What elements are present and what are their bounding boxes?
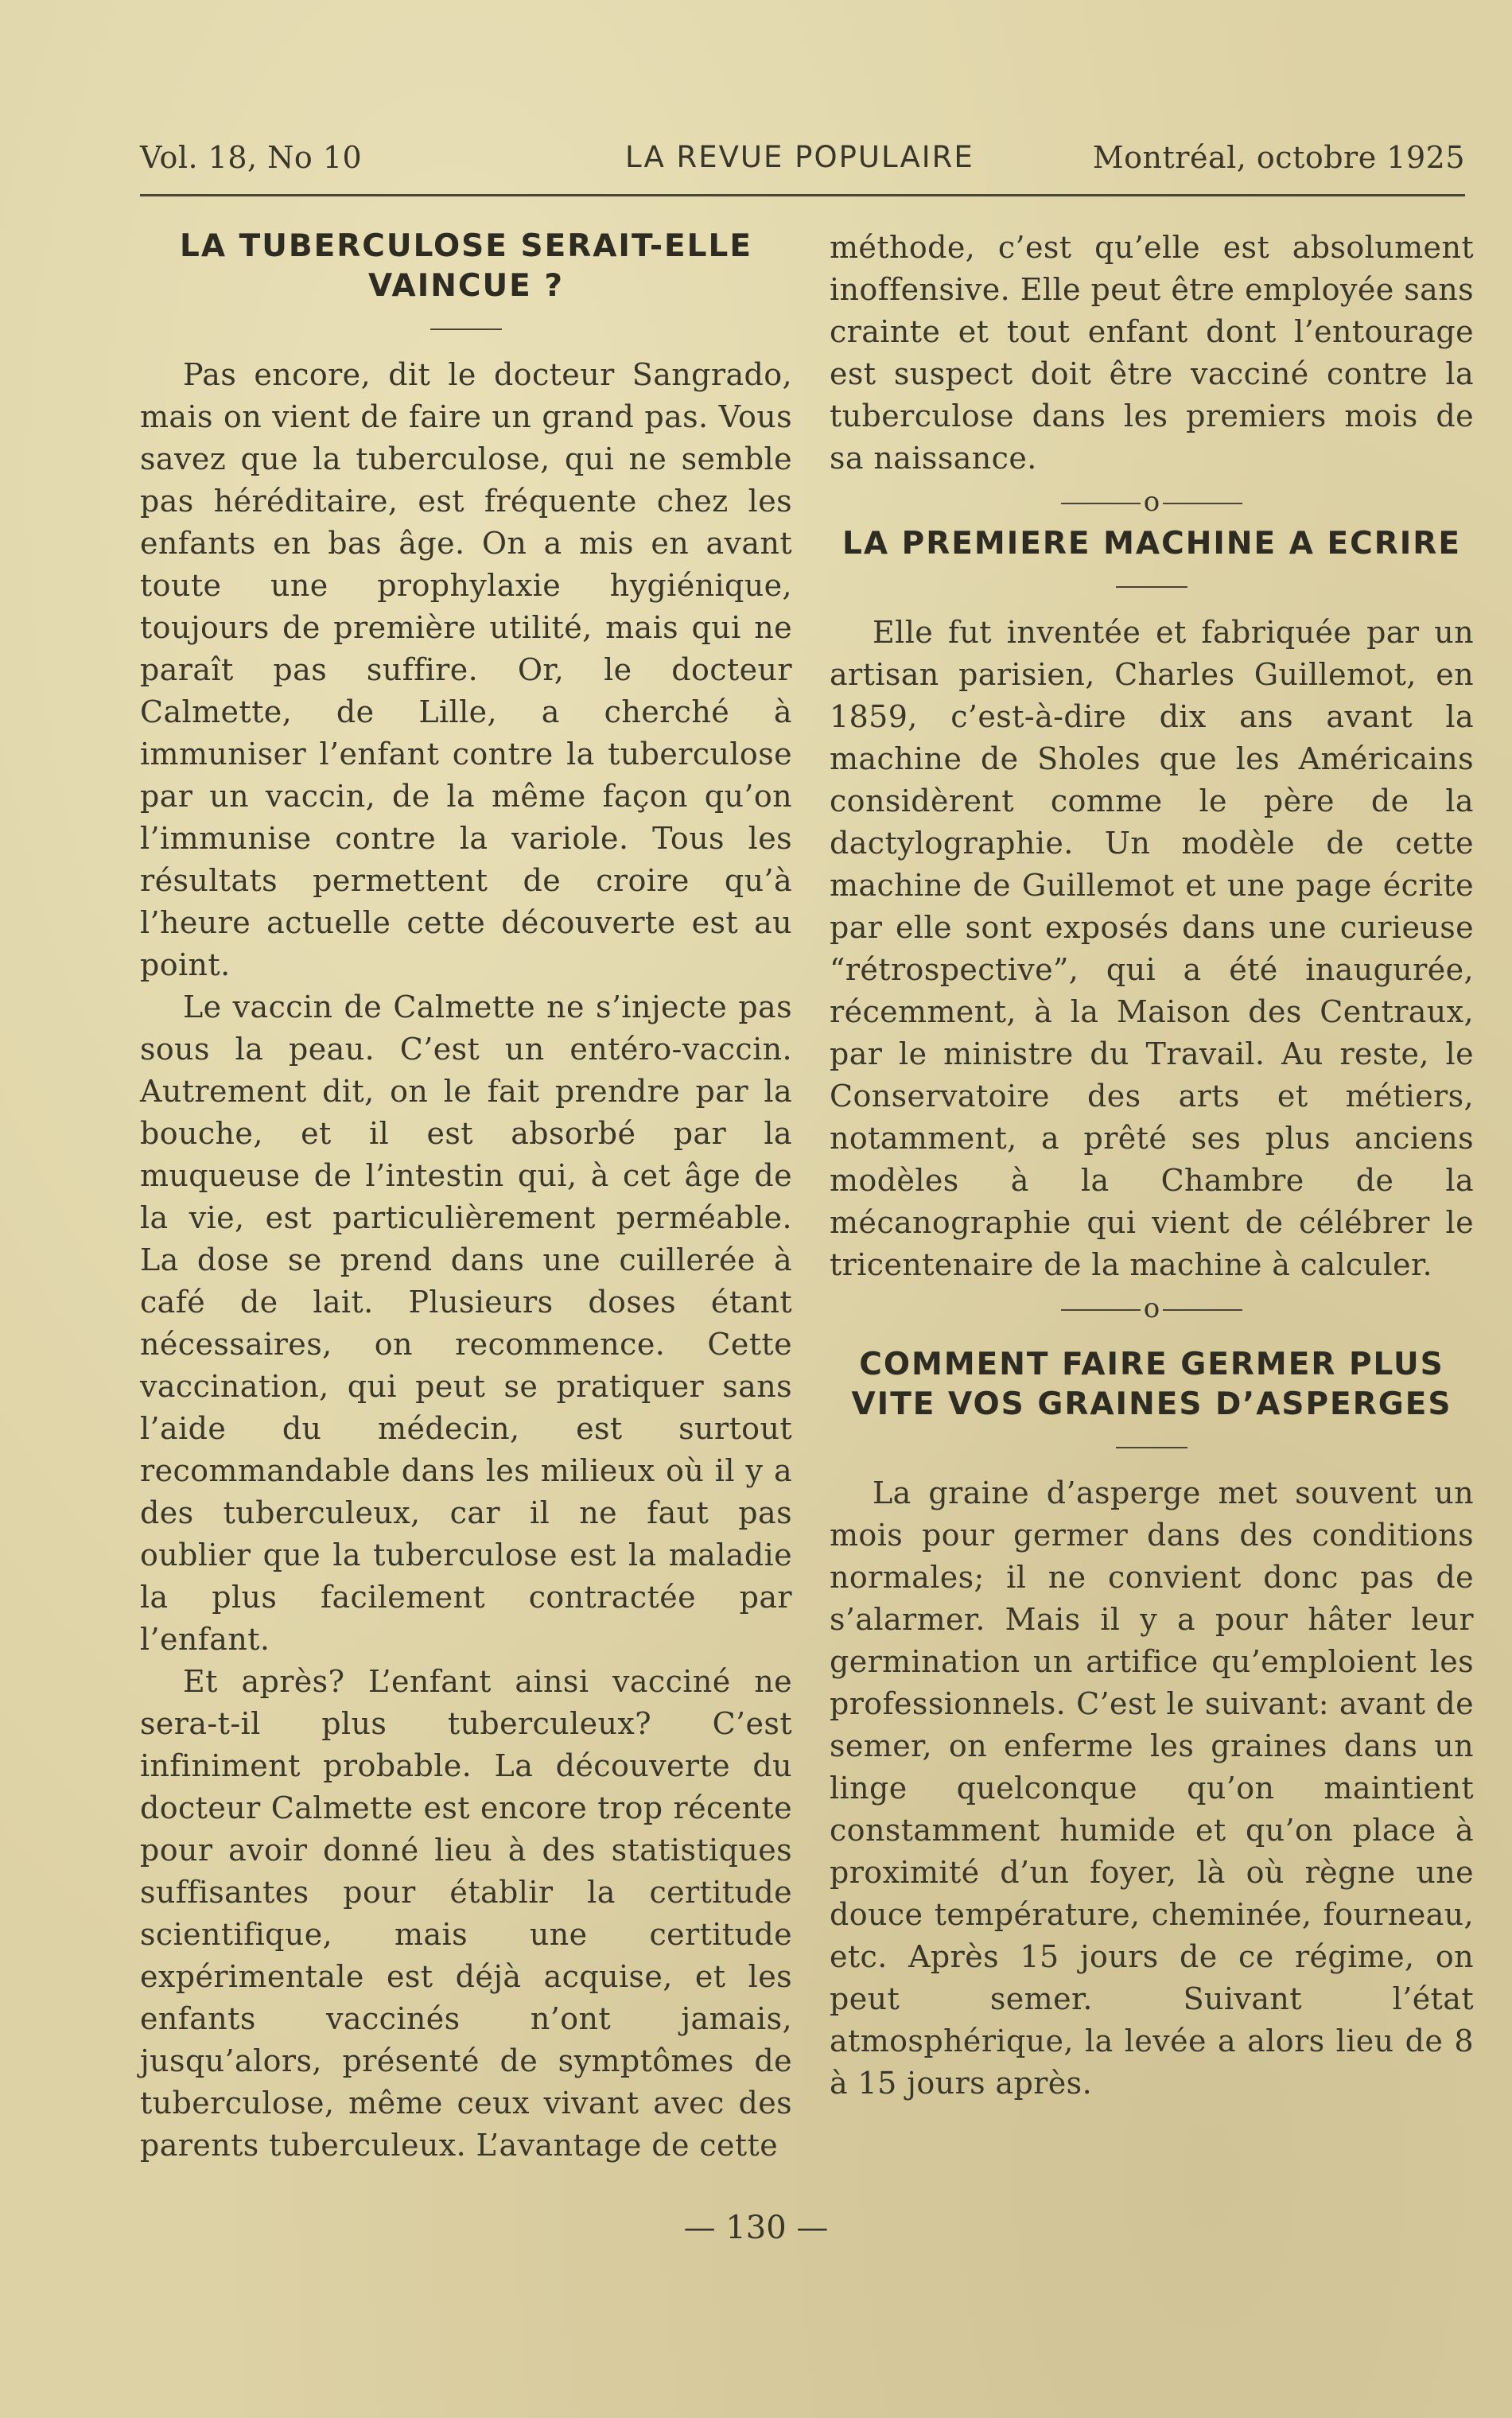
article-title-tuberculose: LA TUBERCULOSE SERAIT-ELLE VAINCUE ?	[180, 228, 752, 304]
title-rule	[1116, 1447, 1187, 1448]
volume-number: Vol. 18, No 10	[140, 140, 363, 175]
header-rule	[140, 194, 1465, 196]
title-rule	[1116, 586, 1187, 588]
section-separator: o	[830, 1291, 1474, 1326]
article-title-machine-a-ecrire: LA PREMIERE MACHINE A ECRIRE	[842, 526, 1461, 562]
section-separator: o	[830, 484, 1474, 519]
article-paragraph: Elle fut inventée et fabriquée par un artisan parisien, Charles Guillemot, en 1859, c’est-à-dire dix ans avant la machine de Sholes que les Américains considèrent comme le père de la dactylographie. Un modèle de cette machine de Guillemot et une page écrite par elle sont exposés dans une curieuse “rétrospective”, qui a été inaugurée, récemment, à la Maison des Centraux, par le ministre du Travail. Au reste, le Conservatoire des arts et métiers, notamment, a prêté ses plus anciens modèles à la Chambre de la mécanographie qui vient de célébrer le tricentenaire de la machine à calculer.	[830, 615, 1474, 1282]
article-paragraph: Le vaccin de Calmette ne s’injecte pas sous la peau. C’est un entéro-vaccin. Autrement dit, on le fait prendre par la bouche, et il est absorbé par la muqueuse de l’intestin qui, à cet âge de la vie, est particulièrement perméable. La dose se prend dans une cuillerée à café de lait. Plusieurs doses étant nécessaires, on recommence. Cette vaccination, qui peut se pratiquer sans l’aide du médecin, est surtout recommandable dans les milieux où il y a des tuberculeux, car il ne faut pas oublier que la tuberculose est la maladie la plus facilement contractée par l’enfant.	[140, 989, 792, 1657]
left-column	[140, 227, 792, 2167]
title-rule	[430, 328, 502, 330]
article-paragraph: Pas encore, dit le docteur Sangrado, mais on vient de faire un grand pas. Vous savez que la tuberculose, qui ne semble pas héréditaire, est fréquente chez les enfants en bas âge. On a mis en avant toute une prophylaxie hygiénique, toujours de première utilité, mais qui ne paraît pas suffire. Or, le docteur Calmette, de Lille, a cherché à immuniser l’enfant contre la tuberculose par un vaccin, de la même façon qu’on l’immunise contre la variole. Tous les résultats permettent de croire qu’à l’heure actuelle cette découverte est au point.	[140, 357, 792, 982]
article-paragraph: Et après? L’enfant ainsi vacciné ne sera-t-il plus tuberculeux? C’est infiniment probable. La découverte du docteur Calmette est encore trop récente pour avoir donné lieu à des statistiques suffisantes pour établir la certitude scientifique, mais une certitude expérimentale est déjà acquise, et les enfants vaccinés n’ont jamais, jusqu’alors, présenté de symptômes de tuberculose, même ceux vivant avec des parents tuberculeux. L’avantage de cette	[140, 1664, 792, 2163]
publication-name: LA REVUE POPULAIRE	[625, 140, 974, 174]
article-title-asperges: COMMENT FAIRE GERMER PLUS VITE VOS GRAINES D’ASPERGES	[851, 1347, 1452, 1422]
article-paragraph: La graine d’asperge met souvent un mois pour germer dans des conditions normales; il ne convient donc pas de s’alarmer. Mais il y a pour hâter leur germination un artifice qu’emploient les professionnels. C’est le suivant: avant de semer, on enferme les graines dans un linge quelconque qu’on maintient constamment humide et qu’on place à proximité d’un foyer, là où règne une douce température, cheminée, fourneau, etc. Après 15 jours de ce régime, on peut semer. Suivant l’état atmosphérique, la levée a alors lieu de 8 à 15 jours après.	[830, 1475, 1474, 2101]
running-header	[140, 140, 1465, 180]
right-column	[830, 227, 1474, 2105]
place-and-date: Montréal, octobre 1925	[1092, 140, 1465, 175]
article-paragraph-continued: méthode, c’est qu’elle est absolument inoffensive. Elle peut être employée sans crainte et tout enfant dont l’entourage est suspect doit être vacciné contre la tuberculose dans les premiers mois de sa naissance.	[830, 230, 1474, 476]
page-number: — 130 —	[683, 2210, 829, 2246]
